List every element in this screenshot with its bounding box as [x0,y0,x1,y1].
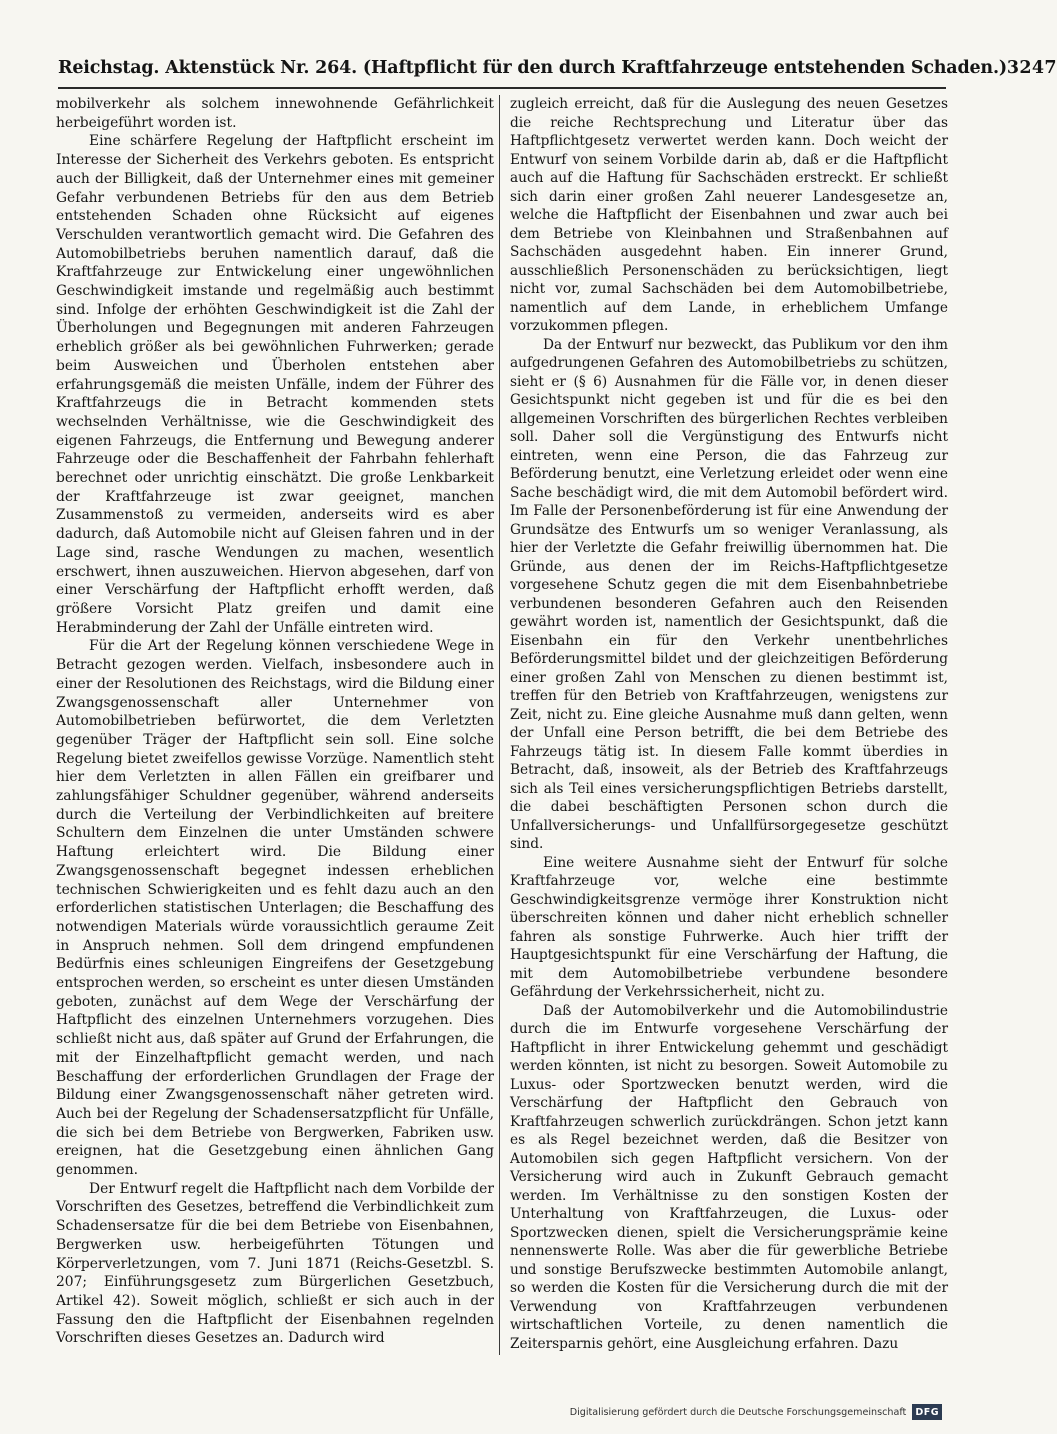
page-number: 3247 [1006,58,1057,78]
paragraph: Eine weitere Ausnahme sieht der Entwurf für solche Kraftfahrzeuge vor, welche eine bestimmte Geschwindigkeitsgrenze vermöge ihrer Konstruktion nicht überschreiten können und daher nicht erheblich schneller fahren als sonstige Fuhrwerke. Auch hier trifft der Hauptgesichtspunkt für eine Verschärfung der Haftung, die mit dem Automobilbetriebe verbundene besondere Gefährdung der Verkehrssicherheit, nicht zu. [510,854,948,1000]
column-divider [499,95,500,1355]
paragraph: zugleich erreicht, daß für die Auslegung des neuen Gesetzes die reiche Rechtsprechung und Literatur über das Haftpflichtgesetz verwertet werden kann. Doch weicht der Entwurf von seinem Vorbilde darin ab, daß er die Haftpflicht auch auf die Haftung für Sachschäden erstreckt. Er schließt sich darin einer großen Zahl neuerer Landesgesetze an, welche die Haftpflicht der Eisenbahnen und zwar auch bei dem Betriebe von Kleinbahnen und Straßenbahnen auf Sachschäden ausgedehnt haben. Ein innerer Grund, ausschließlich Personenschäden zu berücksichtigen, liegt nicht vor, zumal Sachschäden bei dem Automobilbetriebe, namentlich auf dem Lande, in erheblichem Umfange vorzukommen pflegen. [510,96,948,334]
digitization-credit [570,1402,942,1422]
header-rule [58,87,946,89]
paragraph: Für die Art der Regelung können verschiedene Wege in Betracht gezogen werden. Vielfach, insbesondere auch in einer der Resolutionen des Reichstags, wird die Bildung einer Zwangsgenossenschaft aller Unternehmer von Automobilbetrieben befürwortet, die dem Verletzten gegenüber Träger der Haftpflicht sein soll. Eine solche Regelung bietet zweifellos gewisse Vorzüge. Namentlich steht hier dem Verletzten in allen Fällen ein greifbarer und zahlungsfähiger Schuldner gegenüber, während anderseits durch die Verteilung der Verbindlichkeiten auf breitere Schultern dem Einzelnen die unter Umständen schwere Haftung erleichtert wird. Die Bildung einer Zwangsgenossenschaft begegnet indessen erheblichen technischen Schwierigkeiten und es fehlt dazu auch an den erforderlichen statistischen Unterlagen; die Beschaffung des notwendigen Materials würde voraussichtlich geraume Zeit in Anspruch nehmen. Soll dem dringend empfundenen Bedürfnis eines schleunigen Eingreifens der Gesetzgebung entsprochen werden, so erscheint es unter diesen Umständen geboten, zunächst auf dem Wege der Verschärfung der Haftpflicht des einzelnen Unternehmers vorzugehen. Dies schließt nicht aus, daß später auf Grund der Erfahrungen, die mit der Einzelhaftpflicht gemacht werden, und nach Beschaffung der erforderlichen Grundlagen der Frage der Bildung einer Zwangsgenossenschaft näher getreten wird. Auch bei der Regelung der Schadensersatzpflicht für Unfälle, die sich bei dem Betriebe von Bergwerken, Fabriken usw. ereignen, hat die Gesetzgebung einen ähnlichen Gang genommen. [56,638,494,1179]
paragraph: mobilverkehr als solchem innewohnende Gefährlichkeit herbeigeführt worden ist. [56,96,494,131]
paragraph: Daß der Automobilverkehr und die Automobilindustrie durch die im Entwurfe vorgesehene Verschärfung der Haftpflicht in ihrer Entwickelung gehemmt und geschädigt werden könnten, ist nicht zu besorgen. Soweit Automobile zu Luxus- oder Sportzwecken benutzt werden, wird die Verschärfung der Haftpflicht den Gebrauch von Kraftfahrzeugen schwerlich zurückdrängen. Schon jetzt kann es als Regel bezeichnet werden, daß die Besitzer von Automobilen sich gegen Haftpflicht versichern. Von der Versicherung wird auch in Zukunft Gebrauch gemacht werden. Im Verhältnisse zu den sonstigen Kosten der Unterhaltung von Kraftfahrzeugen, die Luxus- oder Sportzwecken dienen, spielt die Versicherungsprämie keine nennenswerte Rolle. Was aber die für gewerbliche Betriebe und sonstige Berufszwecke bestimmten Automobile anlangt, so werden die Kosten für die Versicherung durch die mit der Verwendung von Kraftfahrzeugen verbundenen wirtschaftlichen Vorteile, zu denen namentlich die Zeitersparnis gehört, eine Ausgleichung erfahren. Dazu [510,1002,948,1352]
page-header [58,58,1057,84]
paragraph: Da der Entwurf nur bezweckt, das Publikum vor den ihm aufgedrungenen Gefahren des Automobilbetriebs zu schützen, sieht er (§ 6) Ausnahmen für die Fälle vor, in denen dieser Gesichtspunkt nicht gegeben ist und für die es bei den allgemeinen Vorschriften des bürgerlichen Rechtes verbleiben soll. Daher soll die Vergünstigung des Entwurfs nicht eintreten, wenn eine Person, die das Fahrzeug zur Beförderung benutzt, eine Verletzung erleidet oder wenn eine Sache beschädigt wird, die mit dem Automobil befördert wird. Im Falle der Personenbeförderung ist für eine Anwendung der Grundsätze des Entwurfs um so weniger Veranlassung, als hier der Verletzte die Gefahr freiwillig übernommen hat. Die Gründe, aus denen der im Reichs-Haftpflichtgesetze vorgesehene Schutz gegen die mit dem Eisenbahnbetriebe verbundenen besonderen Gefahren auch den Reisenden gewährt worden ist, namentlich der Gesichtspunkt, daß die Eisenbahn ein für den Verkehr unentbehrliches Beförderungsmittel bildet und der gleichzeitigen Beförderung einer großen Zahl von Menschen zu dienen bestimmt ist, treffen für den Betrieb von Kraftfahrzeugen, wenigstens zur Zeit, nicht zu. Eine gleiche Ausnahme muß dann gelten, wenn der Unfall eine Person betrifft, die bei dem Betriebe des Fahrzeugs tätig ist. In diesem Falle kommt überdies in Betracht, daß, insoweit, als der Betrieb des Kraftfahrzeugs sich als Teil eines versicherungspflichtigen Betriebs darstellt, die dabei beschäftigten Personen schon durch die Unfallversicherungs- und Unfallfürsorgegesetze geschützt sind. [510,336,948,852]
credit-text: Digitalisierung gefördert durch die Deutsche Forschungsgemeinschaft [569,1406,907,1418]
left-column [56,95,494,1348]
running-title: Reichstag. Aktenstück Nr. 264. (Haftpflicht für den durch Kraftfahrzeuge entstehenden Schaden.) [58,58,1007,78]
dfg-logo: DFG [912,1404,942,1420]
right-column [510,95,948,1353]
paragraph: Eine schärfere Regelung der Haftpflicht erscheint im Interesse der Sicherheit des Verkehrs geboten. Es entspricht auch der Billigkeit, daß der Unternehmer eines mit gemeiner Gefahr verbundenen Betriebs für den aus dem Betrieb entstehenden Schaden ohne Rücksicht auf eigenes Verschulden verantwortlich gemacht wird. Die Gefahren des Automobilbetriebs beruhen namentlich darauf, daß die Kraftfahrzeuge zur Entwickelung einer ungewöhnlichen Geschwindigkeit imstande und regelmäßig auch bestimmt sind. Infolge der erhöhten Geschwindigkeit ist die Zahl der Überholungen und Begegnungen mit anderen Fahrzeugen erheblich größer als bei gewöhnlichen Fuhrwerken; gerade beim Ausweichen und Überholen entstehen aber erfahrungsgemäß die meisten Unfälle, indem der Führer des Kraftfahrzeugs die in Betracht kommenden stets wechselnden Verhältnisse, wie die Geschwindigkeit des eigenen Fahrzeugs, die Entfernung und Bewegung anderer Fahrzeuge oder die Beschaffenheit der Fahrbahn fehlerhaft berechnet oder unrichtig einschätzt. Die große Lenkbarkeit der Kraftfahrzeuge ist zwar geeignet, manchen Zusammenstoß zu vermeiden, anderseits wird es aber dadurch, daß Automobile nicht auf Gleisen fahren und in der Lage sind, rasche Wendungen zu machen, wesentlich erschwert, ihnen auszuweichen. Hiervon abgesehen, darf von einer Verschärfung der Haftpflicht erhofft werden, daß größere Vorsicht Platz greifen und damit eine Herabminderung der Zahl der Unfälle eintreten wird. [56,133,494,636]
paragraph: Der Entwurf regelt die Haftpflicht nach dem Vorbilde der Vorschriften des Gesetzes, betreffend die Verbindlichkeit zum Schadensersatze für die bei dem Betriebe von Eisenbahnen, Bergwerken usw. herbeigeführten Tötungen und Körperverletzungen, vom 7. Juni 1871 (Reichs-Gesetzbl. S. 207; Einführungsgesetz zum Bürgerlichen Gesetzbuch, Artikel 42). Soweit möglich, schließt er sich auch in der Fassung den die Haftpflicht der Eisenbahnen regelnden Vorschriften dieses Gesetzes an. Dadurch wird [56,1180,494,1347]
